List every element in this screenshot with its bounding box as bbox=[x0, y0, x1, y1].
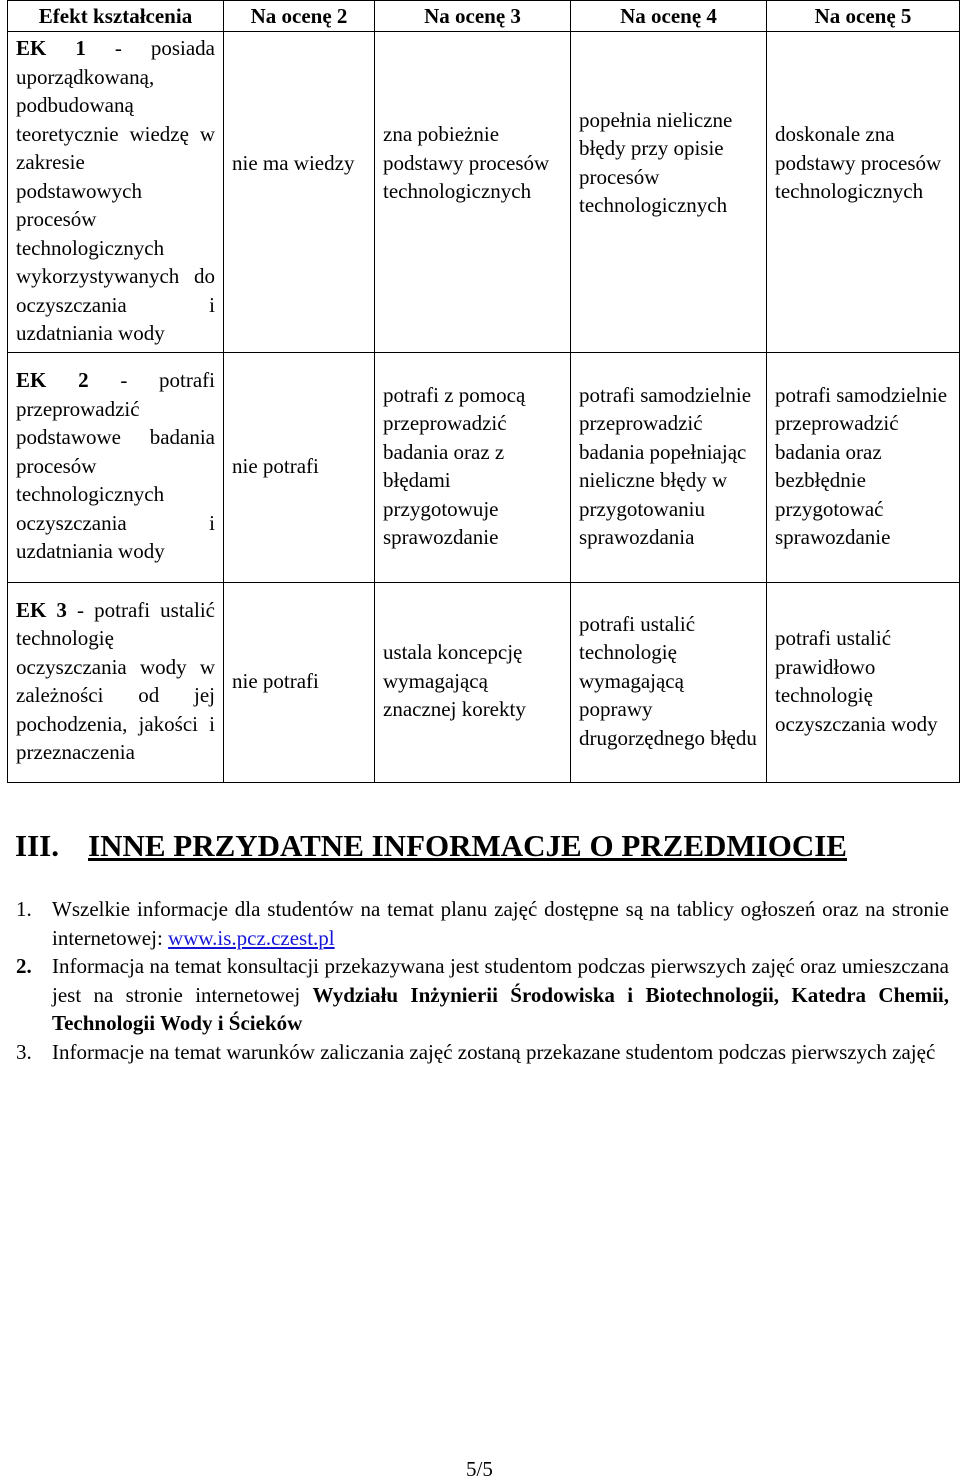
grade-3-cell: ustala koncepcję wymagającą znacznej korekty bbox=[375, 582, 571, 782]
grade-5-cell: doskonale zna podstawy procesów technologicznych bbox=[767, 32, 960, 353]
header-grade-4: Na ocenę 4 bbox=[571, 1, 767, 32]
info-list bbox=[16, 895, 949, 1066]
website-link[interactable]: www.is.pcz.czest.pl bbox=[168, 925, 335, 950]
ek-description: - potrafi ustalić technologię oczyszczania wody w zależności od jej pochodzenia, jakości i przeznaczenia bbox=[16, 597, 215, 764]
table-row bbox=[8, 352, 960, 582]
header-grade-5: Na ocenę 5 bbox=[767, 1, 960, 32]
grade-3-cell: potrafi z pomocą przeprowadzić badania oraz z błędami przygotowuje sprawozdanie bbox=[375, 352, 571, 582]
header-grade-3: Na ocenę 3 bbox=[375, 1, 571, 32]
ek-label: EK 1 bbox=[16, 36, 86, 60]
item-text: Informacje na temat warunków zaliczania zajęć zostaną przekazane studentom podczas pierwszych zajęć bbox=[52, 1039, 936, 1064]
list-item bbox=[16, 895, 949, 952]
table-row bbox=[8, 582, 960, 782]
grade-3-cell: zna pobieżnie podstawy procesów technologicznych bbox=[375, 32, 571, 353]
grade-4-cell: popełnia nieliczne błędy przy opisie procesów technologicznych bbox=[571, 32, 767, 353]
learning-outcome-cell bbox=[8, 32, 224, 353]
ek-description: - potrafi przeprowadzić podstawowe badania procesów technologicznych oczyszczania i uzdatniania wody bbox=[16, 368, 216, 564]
table-header-row bbox=[8, 1, 960, 32]
ek-description: - posiada uporządkowaną, podbudowaną teoretycznie wiedzę w zakresie podstawowych procesów technologicznych wykorzystywanych do oczyszczania i uzdatniania wody bbox=[16, 36, 215, 345]
item-bold-text: Wydziału Inżynierii Środowiska i Biotechnologii, Katedra Chemii, Technologii Wody i Ścieków bbox=[52, 982, 949, 1035]
header-grade-2: Na ocenę 2 bbox=[224, 1, 375, 32]
learning-outcome-cell bbox=[8, 352, 224, 582]
page-number: 5/5 bbox=[466, 1457, 493, 1481]
list-item bbox=[16, 952, 949, 1038]
learning-outcome-cell bbox=[8, 582, 224, 782]
section-number: III. bbox=[15, 828, 59, 863]
item-number: 3. bbox=[16, 1039, 32, 1064]
grading-table bbox=[7, 0, 960, 783]
grade-2-cell: nie ma wiedzy bbox=[224, 32, 375, 353]
item-text: Wszelkie informacje dla studentów na temat planu zajęć dostępne są na tablicy ogłoszeń oraz na stronie internetowej: bbox=[52, 897, 949, 950]
item-number: 1. bbox=[16, 897, 32, 921]
ek-label: EK 2 bbox=[16, 368, 89, 393]
section-title: INNE PRZYDATNE INFORMACJE O PRZEDMIOCIE bbox=[88, 828, 847, 863]
grade-5-cell: potrafi samodzielnie przeprowadzić badania oraz bezbłędnie przygotować sprawozdanie bbox=[767, 352, 960, 582]
grade-2-cell: nie potrafi bbox=[224, 352, 375, 582]
item-text: Informacja na temat konsultacji przekazywana jest studentom podczas pierwszych zajęć oraz umieszczana jest na stronie internetowej bbox=[52, 954, 949, 1007]
item-number: 2. bbox=[16, 954, 32, 978]
grade-4-cell: potrafi samodzielnie przeprowadzić badania popełniając nieliczne błędy w przygotowaniu sprawozdania bbox=[571, 352, 767, 582]
list-item bbox=[16, 1038, 949, 1067]
grade-2-cell: nie potrafi bbox=[224, 582, 375, 782]
section-heading bbox=[15, 828, 847, 864]
grade-5-cell: potrafi ustalić prawidłowo technologię oczyszczania wody bbox=[767, 582, 960, 782]
header-learning-outcome: Efekt kształcenia bbox=[8, 1, 224, 32]
grade-4-cell: potrafi ustalić technologię wymagającą poprawy drugorzędnego błędu bbox=[571, 582, 767, 782]
table-row bbox=[8, 32, 960, 353]
ek-label: EK 3 bbox=[16, 597, 67, 622]
